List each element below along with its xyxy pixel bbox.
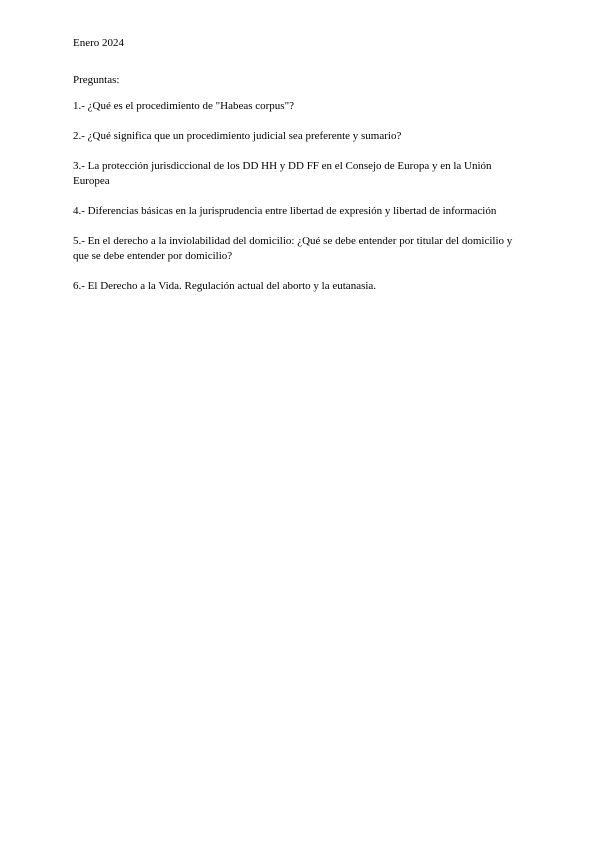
- question-item: [73, 204, 523, 219]
- questions-list: [73, 99, 523, 294]
- question-text: 3.- La protección jurisdiccional de los DD HH y DD FF en el Consejo de Europa y en la Unión Europea: [73, 160, 492, 187]
- question-item: [73, 129, 523, 144]
- questions-heading: Preguntas:: [73, 74, 120, 86]
- question-text: 5.- En el derecho a la inviolabilidad del domicilio: ¿Qué se debe entender por titular del domicilio y que se debe entender por domicilio?: [73, 235, 513, 262]
- document-date: Enero 2024: [73, 37, 125, 49]
- question-item: [73, 159, 523, 189]
- question-text: 6.- El Derecho a la Vida. Regulación actual del aborto y la eutanasia.: [73, 280, 377, 292]
- question-text: 1.- ¿Qué es el procedimiento de "Habeas corpus"?: [73, 100, 294, 112]
- question-item: [73, 99, 523, 114]
- document-body: [73, 36, 523, 309]
- question-text: 2.- ¿Qué significa que un procedimiento judicial sea preferente y sumario?: [73, 130, 402, 142]
- question-item: [73, 279, 523, 294]
- question-item: [73, 234, 523, 264]
- question-text: 4.- Diferencias básicas en la jurisprudencia entre libertad de expresión y libertad de información: [73, 205, 497, 217]
